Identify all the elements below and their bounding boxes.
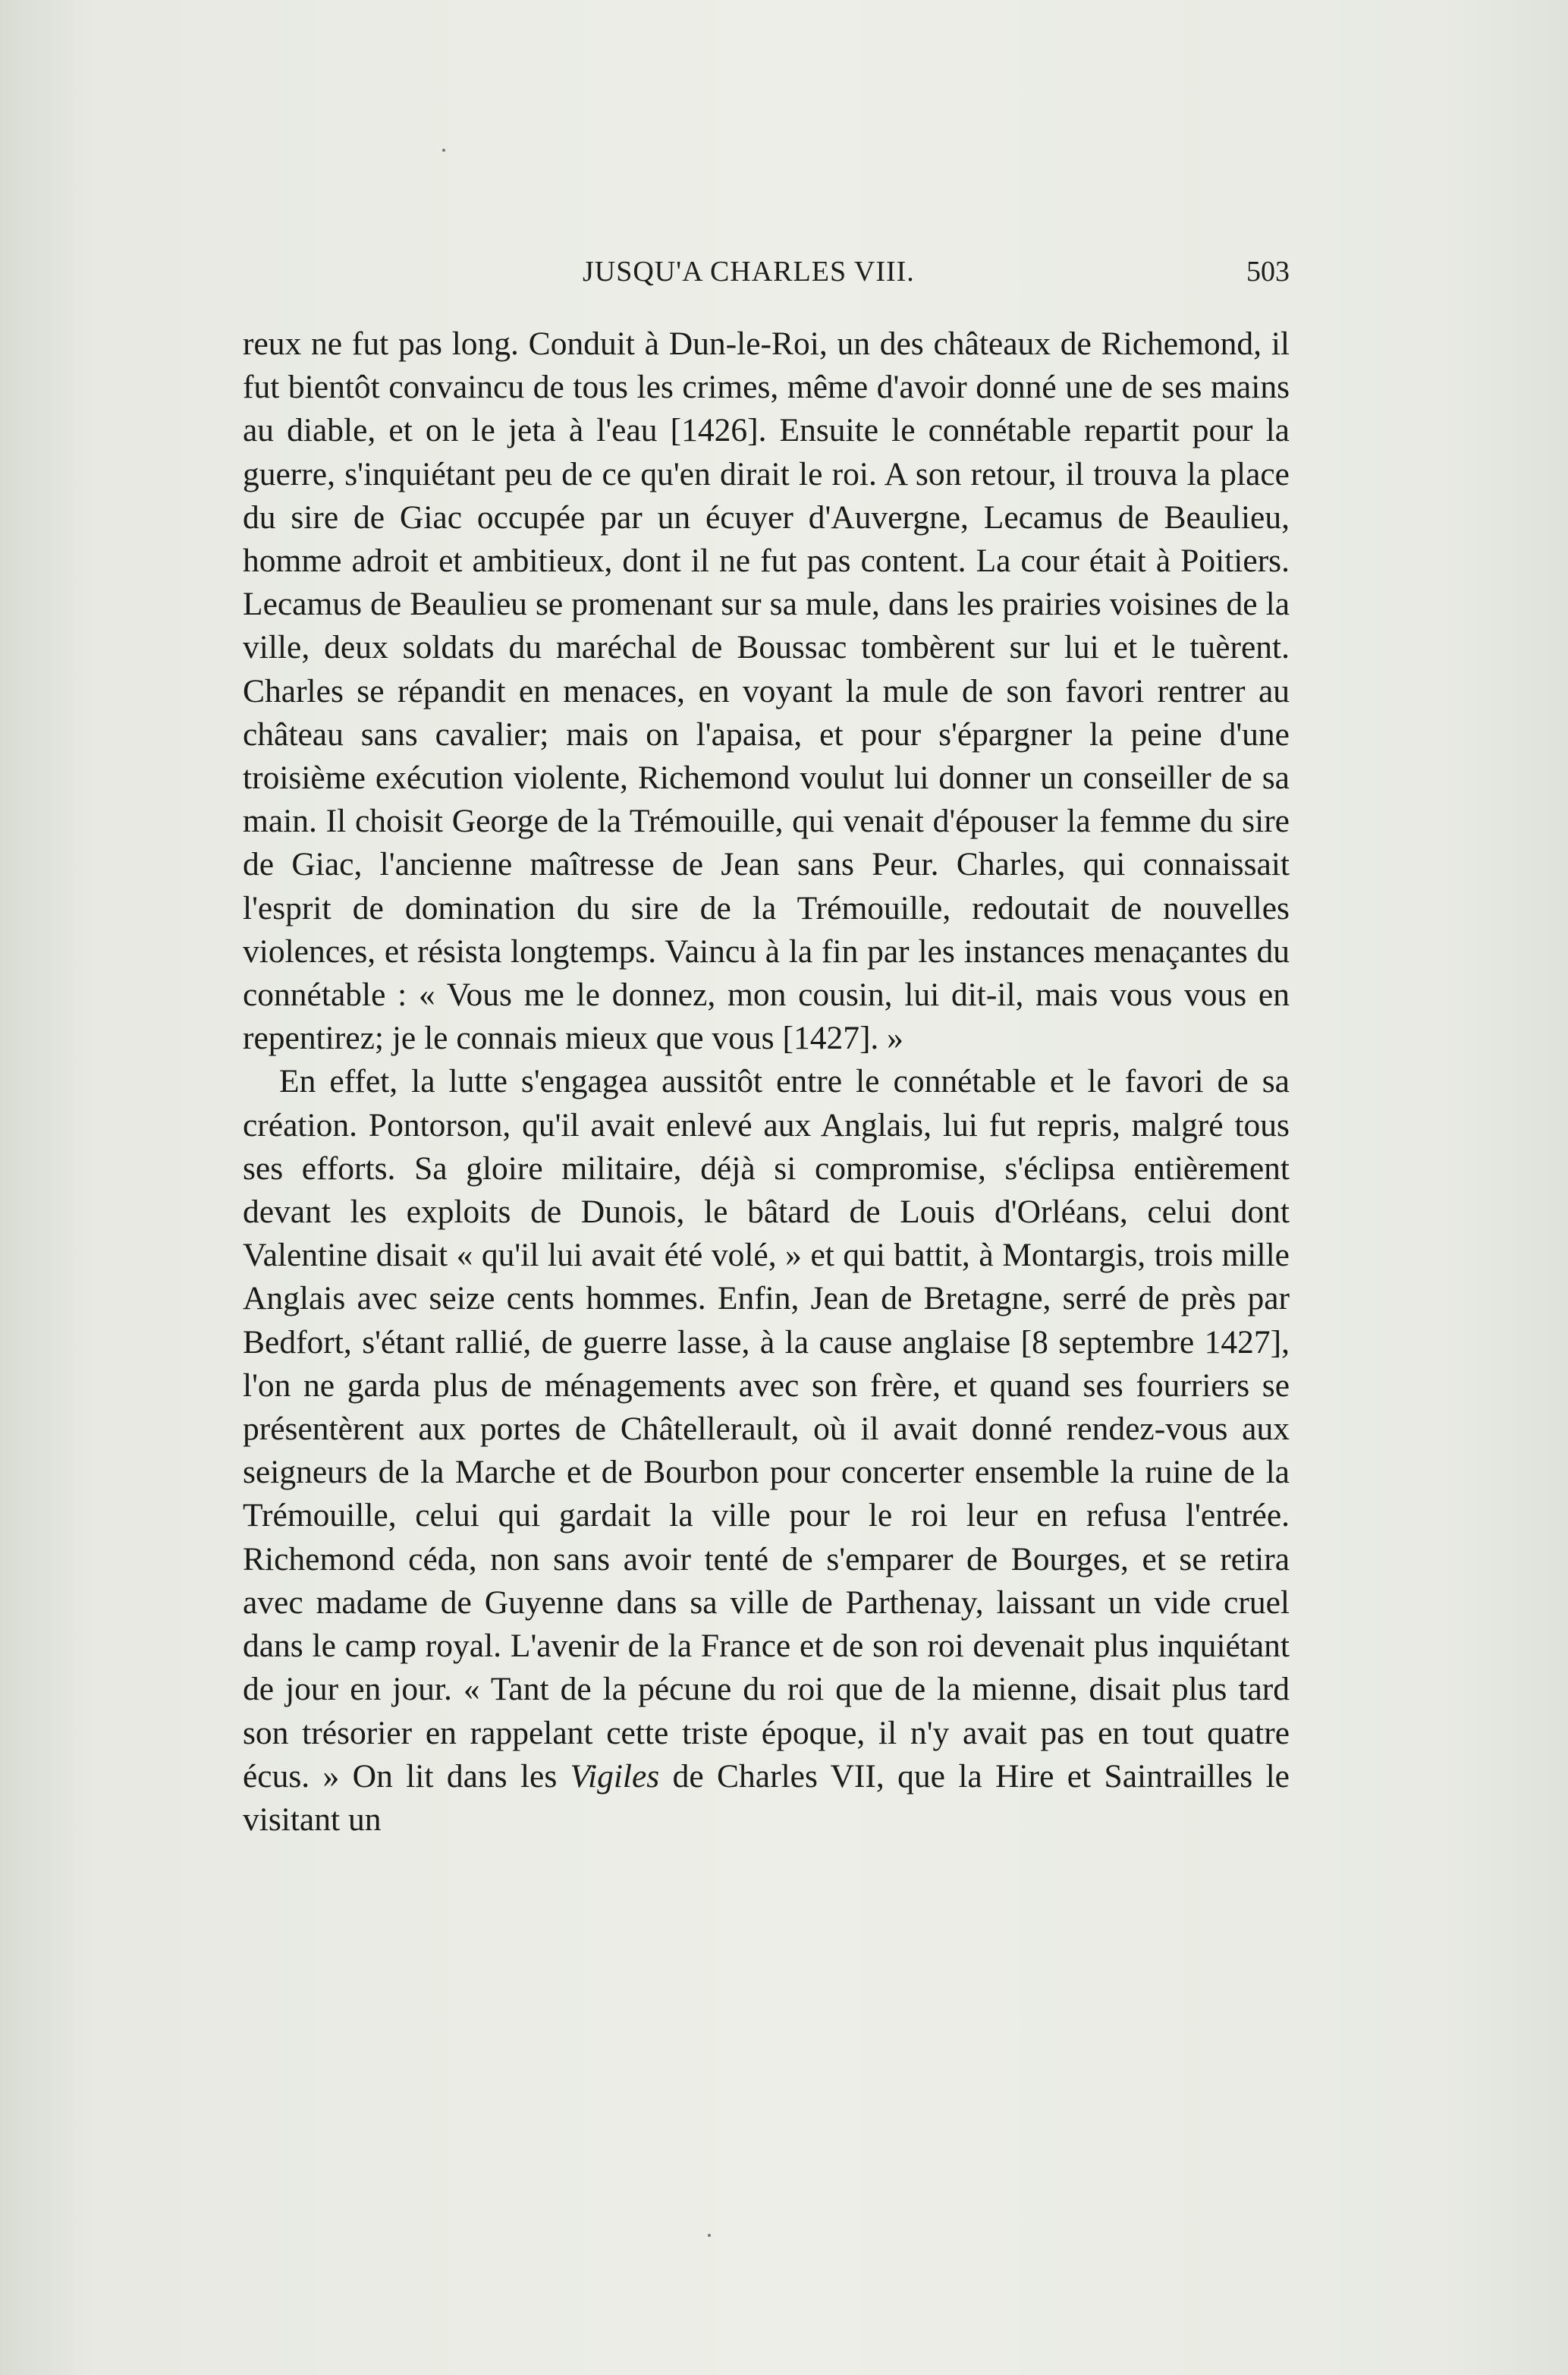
running-title: JUSQU'A CHARLES VIII. xyxy=(583,256,915,288)
paper-speck xyxy=(442,149,445,152)
italic-title: Vigiles xyxy=(570,1757,660,1795)
paragraph: reux ne fut pas long. Conduit à Dun-le-Roi, un des châteaux de Richemond, il fut bientôt convaincu de tous les crimes, même d'avoir donné une de ses mains au diable, et on le jeta à l'eau [1426]. Ensuite le connétable repartit pour la guerre, s'inquiétant peu de ce qu'en dirait le roi. A son retour, il trouva la place du sire de Giac occupée par un écuyer d'Auvergne, Lecamus de Beaulieu, homme adroit et ambitieux, dont il ne fut pas content. La cour était à Poitiers. Lecamus de Beaulieu se promenant sur sa mule, dans les prairies voisines de la ville, deux soldats du maréchal de Boussac tombèrent sur lui et le tuèrent. Charles se répandit en menaces, en voyant la mule de son favori rentrer au château sans cavalier; mais on l'apaisa, et pour s'épargner la peine d'une troisième exécution violente, Richemond voulut lui donner un conseiller de sa main. Il choisit George de la Trémouille, qui venait d'épouser la femme du sire de Giac, l'ancienne maîtresse de Jean sans Peur. Charles, qui connaissait l'esprit de domination du sire de la Trémouille, redoutait de nouvelles violences, et résista longtemps. Vaincu à la fin par les instances menaçantes du connétable : « Vous me le donnez, mon cousin, lui dit-il, mais vous vous en repentirez; je le connais mieux que vous [1427]. » xyxy=(243,326,1290,1057)
paragraph-text: de Charles VII, que la Hire et Saintrailles le visitant un xyxy=(243,1757,1290,1838)
paragraph-text: En effet, la lutte s'engagea aussitôt entre le connétable et le favori de sa création. Pontorson, qu'il avait enlevé aux Anglais, lui fut repris, malgré tous ses efforts. Sa gloire militaire, déjà si compromise, s'éclipsa entièrement devant les exploits de Dunois, le bâtard de Louis d'Orléans, celui dont Valentine disait « qu'il lui avait été volé, » et qui battit, à Montargis, trois mille Anglais avec seize cents hommes. Enfin, Jean de Bretagne, serré de près par Bedfort, s'étant rallié, de guerre lasse, à la cause anglaise [8 septembre 1427], l'on ne garda plus de ménagements avec son frère, et quand ses fourriers se présentèrent aux portes de Châtellerault, où il avait donné rendez-vous aux seigneurs de la Marche et de Bourbon pour concerter ensemble la ruine de la Trémouille, celui qui gardait la ville pour le roi leur en refusa l'entrée. Richemond céda, non sans avoir tenté de s'emparer de Bourges, et se retira avec madame de Guyenne dans sa ville de Parthenay, laissant un vide cruel dans le camp royal. L'avenir de la France et de son roi devenait plus inquiétant de jour en jour. « Tant de la pécune du roi que de la mienne, disait plus tard son trésorier en rappelant cette triste époque, il n'y avait pas en tout quatre écus. » On lit dans les xyxy=(243,1063,1290,1795)
body-text xyxy=(243,322,1290,1842)
paragraph xyxy=(243,1060,1290,1842)
page-number: 503 xyxy=(1246,256,1290,288)
paper-speck xyxy=(708,2234,711,2237)
running-head xyxy=(243,255,1290,296)
